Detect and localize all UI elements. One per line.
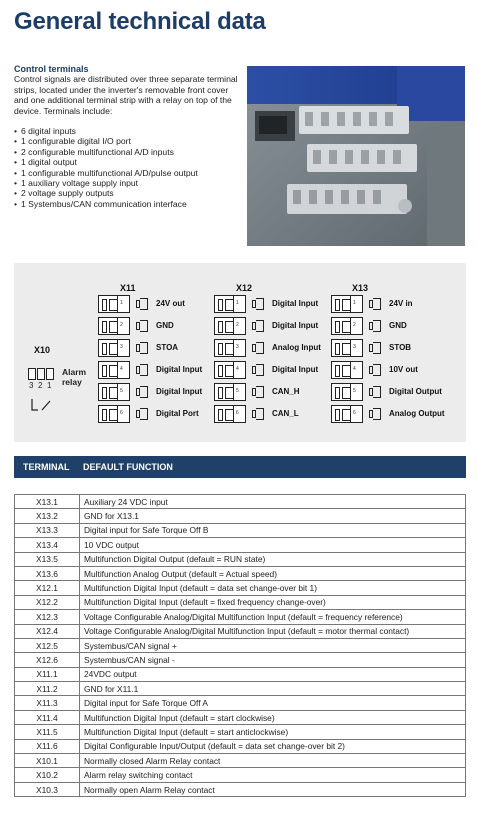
list-item: • 1 auxiliary voltage supply input [14, 178, 242, 188]
default-function-cell: Systembus/CAN signal - [80, 653, 466, 667]
default-function-cell: Multifunction Digital Output (default = RUN state) [80, 552, 466, 566]
table-row [15, 667, 466, 681]
feature-list [14, 126, 242, 209]
default-function-cell: Digital input for Safe Torque Off B [80, 523, 466, 537]
list-item: • 1 configurable multifunctional A/D/pulse output [14, 168, 242, 178]
default-function-cell: 24VDC output [80, 667, 466, 681]
table-row [15, 682, 466, 696]
table-row [15, 610, 466, 624]
table-row [15, 653, 466, 667]
default-function-cell: Auxiliary 24 VDC input [80, 495, 466, 509]
table-row [15, 509, 466, 523]
default-function-cell: Multifunction Digital Input (default = start anticlockwise) [80, 725, 466, 739]
list-item: • 1 Systembus/CAN communication interface [14, 199, 242, 209]
terminal-id-cell: X11.3 [15, 696, 80, 710]
terminal-id-cell: X13.5 [15, 552, 80, 566]
inverter-photo [247, 66, 465, 246]
default-function-cell: Digital input for Safe Torque Off A [80, 696, 466, 710]
default-function-cell: Voltage Configurable Analog/Digital Multifunction Input (default = frequency reference) [80, 610, 466, 624]
terminal-id-cell: X12.1 [15, 581, 80, 595]
terminal-label-x10: X10 [34, 345, 51, 355]
terminal-id-cell: X12.2 [15, 595, 80, 609]
default-function-table [14, 494, 466, 797]
default-function-cell: Normally open Alarm Relay contact [80, 782, 466, 796]
default-function-cell: 10 VDC output [80, 538, 466, 552]
intro-paragraph: Control signals are distributed over three separate terminal strips, located under the inverter's removable front cover and one additional terminal strip with a relay on top of the device. Terminals include: [14, 74, 238, 116]
default-function-cell: Multifunction Digital Input (default = fixed frequency change-over) [80, 595, 466, 609]
terminal-id-cell: X12.5 [15, 638, 80, 652]
default-function-cell: GND for X11.1 [80, 682, 466, 696]
intro-section [14, 64, 242, 209]
table-row [15, 782, 466, 796]
default-function-cell: Digital Configurable Input/Output (default = data set change-over bit 2) [80, 739, 466, 753]
terminal-label-x13: X13 [352, 283, 369, 293]
default-function-cell: Multifunction Digital Input (default = start clockwise) [80, 710, 466, 724]
table-row [15, 725, 466, 739]
terminal-id-cell: X13.2 [15, 509, 80, 523]
list-item: • 1 configurable digital I/O port [14, 136, 242, 146]
default-function-cell: Alarm relay switching contact [80, 768, 466, 782]
default-function-cell: Normally closed Alarm Relay contact [80, 754, 466, 768]
table-row [15, 754, 466, 768]
table-row [15, 552, 466, 566]
list-item: • 2 voltage supply outputs [14, 188, 242, 198]
terminal-id-cell: X13.4 [15, 538, 80, 552]
column-header-function: DEFAULT FUNCTION [83, 462, 173, 472]
table-row [15, 495, 466, 509]
terminal-id-cell: X10.2 [15, 768, 80, 782]
terminal-diagram: X11 X12 X13 1 24V out 2 GND 3 STOA 4 Digital Input 5 Digital Input 6 Digital Port 1 Digital Input 2 Digital Input 3 Analog Input 4 Digital Input 5 CAN_H 6 CAN_L 1 24V in 2 GND 3 STOB 4 10V out 5 Digital Output 6 Analog Output X10 3 2 1 Alarm relay [14, 263, 466, 442]
table-header [14, 456, 466, 478]
list-item: • 2 configurable multifunctional A/D inputs [14, 147, 242, 157]
terminal-label-x12: X12 [236, 283, 253, 293]
page-title: General technical data [14, 8, 266, 35]
terminal-id-cell: X11.4 [15, 710, 80, 724]
list-item: • 6 digital inputs [14, 126, 242, 136]
column-header-terminal: TERMINAL [23, 462, 70, 472]
table-row [15, 768, 466, 782]
relay-switch-icon [30, 398, 54, 412]
terminal-id-cell: X13.6 [15, 566, 80, 580]
terminal-id-cell: X12.6 [15, 653, 80, 667]
table-row [15, 739, 466, 753]
table-row [15, 624, 466, 638]
section-subtitle: Control terminals [14, 64, 89, 74]
default-function-cell: GND for X13.1 [80, 509, 466, 523]
terminal-id-cell: X10.1 [15, 754, 80, 768]
terminal-id-cell: X11.5 [15, 725, 80, 739]
table-row [15, 595, 466, 609]
terminal-id-cell: X13.1 [15, 495, 80, 509]
terminal-id-cell: X11.1 [15, 667, 80, 681]
table-row [15, 581, 466, 595]
table-row [15, 538, 466, 552]
table-row [15, 523, 466, 537]
terminal-id-cell: X11.6 [15, 739, 80, 753]
default-function-cell: Voltage Configurable Analog/Digital Multifunction Input (default = motor thermal contact) [80, 624, 466, 638]
default-function-cell: Multifunction Analog Output (default = Actual speed) [80, 566, 466, 580]
alarm-relay-label: Alarm relay [62, 367, 87, 387]
terminal-label-x11: X11 [120, 283, 136, 293]
terminal-id-cell: X13.3 [15, 523, 80, 537]
terminal-id-cell: X10.3 [15, 782, 80, 796]
terminal-id-cell: X12.4 [15, 624, 80, 638]
default-function-cell: Multifunction Digital Input (default = data set change-over bit 1) [80, 581, 466, 595]
terminal-id-cell: X12.3 [15, 610, 80, 624]
default-function-cell: Systembus/CAN signal + [80, 638, 466, 652]
list-item: • 1 digital output [14, 157, 242, 167]
table-row [15, 566, 466, 580]
table-row [15, 710, 466, 724]
terminal-id-cell: X11.2 [15, 682, 80, 696]
table-row [15, 638, 466, 652]
table-row [15, 696, 466, 710]
